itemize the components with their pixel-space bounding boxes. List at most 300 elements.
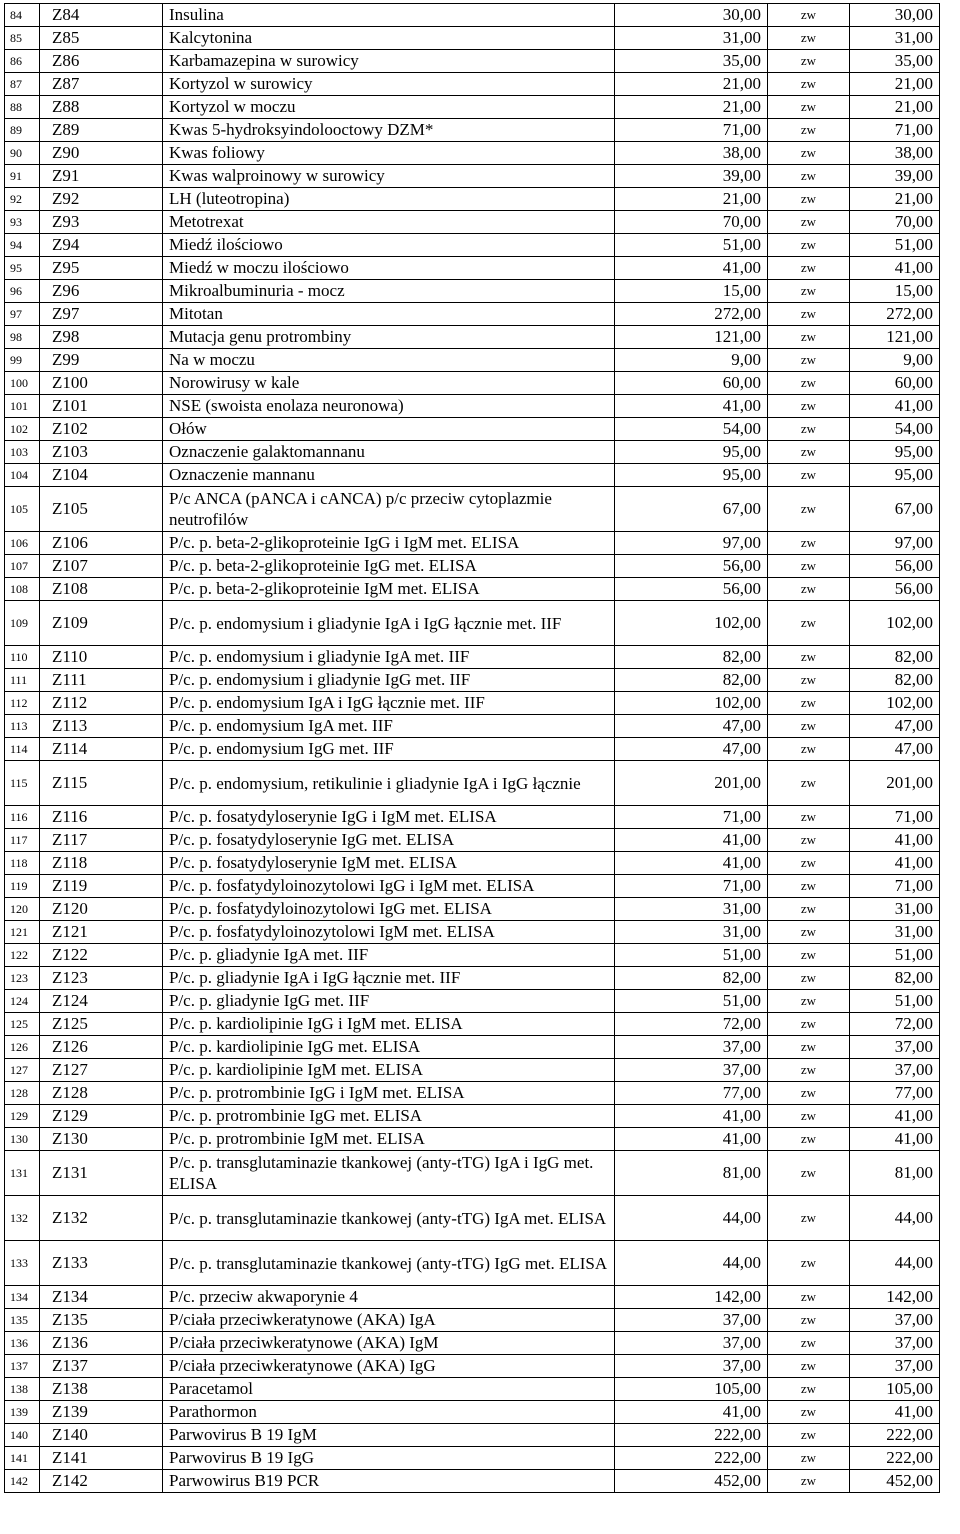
net-price: 44,00 <box>615 1196 768 1241</box>
vat-rate: zw <box>768 188 850 211</box>
test-name: P/c. p. protrombinie IgM met. ELISA <box>163 1128 615 1151</box>
test-name: P/c. p. transglutaminazie tkankowej (anty-tTG) IgA met. ELISA <box>163 1196 615 1241</box>
vat-rate: zw <box>768 1286 850 1309</box>
test-name: Kortyzol w moczu <box>163 96 615 119</box>
gross-price: 71,00 <box>850 119 940 142</box>
test-code: Z141 <box>40 1447 163 1470</box>
vat-rate: zw <box>768 1470 850 1493</box>
test-name: P/c. p. fosfatydyloinozytolowi IgM met. ELISA <box>163 921 615 944</box>
gross-price: 37,00 <box>850 1036 940 1059</box>
row-number: 109 <box>5 601 40 646</box>
test-name: Kwas 5-hydroksyindolooctowy DZM* <box>163 119 615 142</box>
test-name: Ołów <box>163 418 615 441</box>
net-price: 71,00 <box>615 806 768 829</box>
gross-price: 41,00 <box>850 852 940 875</box>
vat-rate: zw <box>768 898 850 921</box>
test-code: Z96 <box>40 280 163 303</box>
net-price: 71,00 <box>615 119 768 142</box>
row-number: 128 <box>5 1082 40 1105</box>
row-number: 93 <box>5 211 40 234</box>
gross-price: 37,00 <box>850 1355 940 1378</box>
test-code: Z88 <box>40 96 163 119</box>
test-name: P/c. p. kardiolipinie IgG met. ELISA <box>163 1036 615 1059</box>
row-number: 121 <box>5 921 40 944</box>
test-code: Z99 <box>40 349 163 372</box>
test-name: Paracetamol <box>163 1378 615 1401</box>
test-code: Z125 <box>40 1013 163 1036</box>
table-row <box>5 990 940 1013</box>
row-number: 117 <box>5 829 40 852</box>
vat-rate: zw <box>768 395 850 418</box>
table-row <box>5 257 940 280</box>
table-row <box>5 829 940 852</box>
table-row <box>5 119 940 142</box>
vat-rate: zw <box>768 165 850 188</box>
table-row <box>5 326 940 349</box>
test-code: Z87 <box>40 73 163 96</box>
table-row <box>5 738 940 761</box>
test-code: Z106 <box>40 532 163 555</box>
row-number: 129 <box>5 1105 40 1128</box>
table-row <box>5 532 940 555</box>
test-name: Miedź w moczu ilościowo <box>163 257 615 280</box>
vat-rate: zw <box>768 875 850 898</box>
test-name: P/ciała przeciwkeratynowe (AKA) IgG <box>163 1355 615 1378</box>
test-code: Z104 <box>40 464 163 487</box>
net-price: 38,00 <box>615 142 768 165</box>
test-code: Z139 <box>40 1401 163 1424</box>
vat-rate: zw <box>768 280 850 303</box>
test-code: Z120 <box>40 898 163 921</box>
test-code: Z118 <box>40 852 163 875</box>
test-code: Z128 <box>40 1082 163 1105</box>
net-price: 54,00 <box>615 418 768 441</box>
net-price: 105,00 <box>615 1378 768 1401</box>
gross-price: 15,00 <box>850 280 940 303</box>
row-number: 102 <box>5 418 40 441</box>
gross-price: 47,00 <box>850 715 940 738</box>
test-name: P/c. p. endomysium, retikulinie i gliadynie IgA i IgG łącznie <box>163 761 615 806</box>
vat-rate: zw <box>768 303 850 326</box>
gross-price: 31,00 <box>850 898 940 921</box>
net-price: 81,00 <box>615 1151 768 1196</box>
vat-rate: zw <box>768 119 850 142</box>
test-name: P/c. p. beta-2-glikoproteinie IgG met. ELISA <box>163 555 615 578</box>
test-name: P/c. p. endomysium IgG met. IIF <box>163 738 615 761</box>
vat-rate: zw <box>768 487 850 532</box>
vat-rate: zw <box>768 234 850 257</box>
gross-price: 121,00 <box>850 326 940 349</box>
gross-price: 38,00 <box>850 142 940 165</box>
row-number: 108 <box>5 578 40 601</box>
table-row <box>5 1286 940 1309</box>
net-price: 41,00 <box>615 1128 768 1151</box>
test-code: Z124 <box>40 990 163 1013</box>
vat-rate: zw <box>768 326 850 349</box>
table-row <box>5 1241 940 1286</box>
row-number: 95 <box>5 257 40 280</box>
test-code: Z131 <box>40 1151 163 1196</box>
net-price: 142,00 <box>615 1286 768 1309</box>
row-number: 99 <box>5 349 40 372</box>
test-code: Z123 <box>40 967 163 990</box>
vat-rate: zw <box>768 852 850 875</box>
net-price: 222,00 <box>615 1447 768 1470</box>
test-name: P/ciała przeciwkeratynowe (AKA) IgA <box>163 1309 615 1332</box>
vat-rate: zw <box>768 1036 850 1059</box>
gross-price: 95,00 <box>850 441 940 464</box>
net-price: 41,00 <box>615 852 768 875</box>
row-number: 85 <box>5 27 40 50</box>
row-number: 92 <box>5 188 40 211</box>
row-number: 97 <box>5 303 40 326</box>
net-price: 56,00 <box>615 555 768 578</box>
net-price: 30,00 <box>615 4 768 27</box>
vat-rate: zw <box>768 1309 850 1332</box>
gross-price: 35,00 <box>850 50 940 73</box>
test-code: Z121 <box>40 921 163 944</box>
table-row <box>5 601 940 646</box>
table-row <box>5 418 940 441</box>
net-price: 41,00 <box>615 257 768 280</box>
gross-price: 70,00 <box>850 211 940 234</box>
table-row <box>5 303 940 326</box>
test-code: Z122 <box>40 944 163 967</box>
net-price: 95,00 <box>615 441 768 464</box>
test-code: Z117 <box>40 829 163 852</box>
row-number: 115 <box>5 761 40 806</box>
net-price: 41,00 <box>615 395 768 418</box>
test-name: P/c. p. gliadynie IgG met. IIF <box>163 990 615 1013</box>
vat-rate: zw <box>768 806 850 829</box>
gross-price: 51,00 <box>850 990 940 1013</box>
net-price: 37,00 <box>615 1059 768 1082</box>
test-name: LH (luteotropina) <box>163 188 615 211</box>
gross-price: 41,00 <box>850 1401 940 1424</box>
gross-price: 37,00 <box>850 1059 940 1082</box>
table-row <box>5 142 940 165</box>
test-name: Parwowirus B19 PCR <box>163 1470 615 1493</box>
table-row <box>5 50 940 73</box>
test-name: Mitotan <box>163 303 615 326</box>
vat-rate: zw <box>768 967 850 990</box>
table-row <box>5 761 940 806</box>
gross-price: 105,00 <box>850 1378 940 1401</box>
test-code: Z105 <box>40 487 163 532</box>
test-code: Z97 <box>40 303 163 326</box>
gross-price: 51,00 <box>850 944 940 967</box>
gross-price: 31,00 <box>850 921 940 944</box>
test-name: Karbamazepina w surowicy <box>163 50 615 73</box>
vat-rate: zw <box>768 921 850 944</box>
table-row <box>5 1447 940 1470</box>
table-row <box>5 234 940 257</box>
gross-price: 54,00 <box>850 418 940 441</box>
net-price: 121,00 <box>615 326 768 349</box>
table-row <box>5 73 940 96</box>
gross-price: 9,00 <box>850 349 940 372</box>
test-code: Z133 <box>40 1241 163 1286</box>
net-price: 67,00 <box>615 487 768 532</box>
table-row <box>5 1082 940 1105</box>
table-row <box>5 464 940 487</box>
table-row <box>5 646 940 669</box>
row-number: 112 <box>5 692 40 715</box>
gross-price: 67,00 <box>850 487 940 532</box>
gross-price: 44,00 <box>850 1196 940 1241</box>
gross-price: 102,00 <box>850 692 940 715</box>
row-number: 116 <box>5 806 40 829</box>
table-row <box>5 1401 940 1424</box>
table-row <box>5 27 940 50</box>
row-number: 124 <box>5 990 40 1013</box>
test-code: Z112 <box>40 692 163 715</box>
table-row <box>5 578 940 601</box>
gross-price: 95,00 <box>850 464 940 487</box>
vat-rate: zw <box>768 441 850 464</box>
table-row <box>5 1036 940 1059</box>
gross-price: 77,00 <box>850 1082 940 1105</box>
vat-rate: zw <box>768 257 850 280</box>
vat-rate: zw <box>768 944 850 967</box>
table-row <box>5 1013 940 1036</box>
net-price: 201,00 <box>615 761 768 806</box>
vat-rate: zw <box>768 418 850 441</box>
net-price: 102,00 <box>615 692 768 715</box>
table-row <box>5 1470 940 1493</box>
test-name: Kwas foliowy <box>163 142 615 165</box>
net-price: 41,00 <box>615 829 768 852</box>
row-number: 86 <box>5 50 40 73</box>
test-code: Z132 <box>40 1196 163 1241</box>
vat-rate: zw <box>768 1128 850 1151</box>
vat-rate: zw <box>768 555 850 578</box>
vat-rate: zw <box>768 1241 850 1286</box>
test-name: Oznaczenie galaktomannanu <box>163 441 615 464</box>
gross-price: 81,00 <box>850 1151 940 1196</box>
gross-price: 452,00 <box>850 1470 940 1493</box>
gross-price: 82,00 <box>850 669 940 692</box>
table-row <box>5 921 940 944</box>
test-code: Z93 <box>40 211 163 234</box>
test-code: Z114 <box>40 738 163 761</box>
table-row <box>5 555 940 578</box>
net-price: 31,00 <box>615 898 768 921</box>
net-price: 37,00 <box>615 1309 768 1332</box>
net-price: 51,00 <box>615 234 768 257</box>
net-price: 44,00 <box>615 1241 768 1286</box>
table-row <box>5 441 940 464</box>
net-price: 31,00 <box>615 921 768 944</box>
net-price: 72,00 <box>615 1013 768 1036</box>
vat-rate: zw <box>768 1447 850 1470</box>
test-code: Z103 <box>40 441 163 464</box>
table-row <box>5 96 940 119</box>
row-number: 87 <box>5 73 40 96</box>
table-row <box>5 1196 940 1241</box>
row-number: 96 <box>5 280 40 303</box>
table-row <box>5 165 940 188</box>
vat-rate: zw <box>768 96 850 119</box>
row-number: 98 <box>5 326 40 349</box>
test-name: P/c. p. beta-2-glikoproteinie IgM met. ELISA <box>163 578 615 601</box>
row-number: 126 <box>5 1036 40 1059</box>
test-code: Z127 <box>40 1059 163 1082</box>
test-name: Kalcytonina <box>163 27 615 50</box>
test-code: Z89 <box>40 119 163 142</box>
test-code: Z101 <box>40 395 163 418</box>
row-number: 142 <box>5 1470 40 1493</box>
row-number: 114 <box>5 738 40 761</box>
test-code: Z102 <box>40 418 163 441</box>
table-row <box>5 1128 940 1151</box>
vat-rate: zw <box>768 1013 850 1036</box>
test-name: P/c. p. endomysium i gliadynie IgA met. IIF <box>163 646 615 669</box>
net-price: 82,00 <box>615 646 768 669</box>
net-price: 82,00 <box>615 669 768 692</box>
test-name: P/c. p. endomysium IgA met. IIF <box>163 715 615 738</box>
test-name: P/c. p. transglutaminazie tkankowej (anty-tTG) IgG met. ELISA <box>163 1241 615 1286</box>
vat-rate: zw <box>768 4 850 27</box>
vat-rate: zw <box>768 532 850 555</box>
vat-rate: zw <box>768 715 850 738</box>
test-name: P/ciała przeciwkeratynowe (AKA) IgM <box>163 1332 615 1355</box>
test-name: Insulina <box>163 4 615 27</box>
net-price: 95,00 <box>615 464 768 487</box>
table-row <box>5 1332 940 1355</box>
net-price: 39,00 <box>615 165 768 188</box>
test-name: Parwovirus B 19 IgM <box>163 1424 615 1447</box>
test-name: P/c. p. protrombinie IgG i IgM met. ELISA <box>163 1082 615 1105</box>
gross-price: 44,00 <box>850 1241 940 1286</box>
row-number: 106 <box>5 532 40 555</box>
net-price: 77,00 <box>615 1082 768 1105</box>
test-code: Z129 <box>40 1105 163 1128</box>
table-row <box>5 1309 940 1332</box>
test-name: P/c. p. endomysium i gliadynie IgG met. IIF <box>163 669 615 692</box>
test-code: Z92 <box>40 188 163 211</box>
row-number: 125 <box>5 1013 40 1036</box>
net-price: 102,00 <box>615 601 768 646</box>
row-number: 88 <box>5 96 40 119</box>
test-code: Z90 <box>40 142 163 165</box>
vat-rate: zw <box>768 738 850 761</box>
row-number: 91 <box>5 165 40 188</box>
row-number: 140 <box>5 1424 40 1447</box>
net-price: 51,00 <box>615 944 768 967</box>
vat-rate: zw <box>768 1332 850 1355</box>
table-row <box>5 188 940 211</box>
table-row <box>5 372 940 395</box>
gross-price: 21,00 <box>850 73 940 96</box>
row-number: 135 <box>5 1309 40 1332</box>
row-number: 122 <box>5 944 40 967</box>
test-code: Z86 <box>40 50 163 73</box>
table-row <box>5 211 940 234</box>
net-price: 37,00 <box>615 1332 768 1355</box>
gross-price: 72,00 <box>850 1013 940 1036</box>
net-price: 47,00 <box>615 715 768 738</box>
row-number: 123 <box>5 967 40 990</box>
gross-price: 41,00 <box>850 257 940 280</box>
test-name: P/c. p. endomysium IgA i IgG łącznie met. IIF <box>163 692 615 715</box>
test-code: Z119 <box>40 875 163 898</box>
vat-rate: zw <box>768 990 850 1013</box>
test-code: Z84 <box>40 4 163 27</box>
row-number: 89 <box>5 119 40 142</box>
row-number: 103 <box>5 441 40 464</box>
vat-rate: zw <box>768 1424 850 1447</box>
test-name: Parwovirus B 19 IgG <box>163 1447 615 1470</box>
row-number: 127 <box>5 1059 40 1082</box>
net-price: 37,00 <box>615 1355 768 1378</box>
net-price: 15,00 <box>615 280 768 303</box>
row-number: 84 <box>5 4 40 27</box>
table-row <box>5 967 940 990</box>
vat-rate: zw <box>768 73 850 96</box>
net-price: 222,00 <box>615 1424 768 1447</box>
row-number: 105 <box>5 487 40 532</box>
gross-price: 39,00 <box>850 165 940 188</box>
net-price: 9,00 <box>615 349 768 372</box>
gross-price: 71,00 <box>850 806 940 829</box>
gross-price: 41,00 <box>850 829 940 852</box>
test-name: P/c. przeciw akwaporynie 4 <box>163 1286 615 1309</box>
vat-rate: zw <box>768 27 850 50</box>
gross-price: 41,00 <box>850 1105 940 1128</box>
table-row <box>5 692 940 715</box>
vat-rate: zw <box>768 1105 850 1128</box>
vat-rate: zw <box>768 1196 850 1241</box>
gross-price: 37,00 <box>850 1309 940 1332</box>
table-row <box>5 875 940 898</box>
test-code: Z91 <box>40 165 163 188</box>
row-number: 113 <box>5 715 40 738</box>
test-name: P/c. p. transglutaminazie tkankowej (anty-tTG) IgA i IgG met. ELISA <box>163 1151 615 1196</box>
table-row <box>5 715 940 738</box>
row-number: 141 <box>5 1447 40 1470</box>
vat-rate: zw <box>768 1151 850 1196</box>
test-code: Z140 <box>40 1424 163 1447</box>
test-name: Norowirusy w kale <box>163 372 615 395</box>
net-price: 21,00 <box>615 73 768 96</box>
test-name: P/c. p. protrombinie IgG met. ELISA <box>163 1105 615 1128</box>
vat-rate: zw <box>768 1401 850 1424</box>
row-number: 134 <box>5 1286 40 1309</box>
table-row <box>5 4 940 27</box>
test-name: Miedź ilościowo <box>163 234 615 257</box>
table-row <box>5 1424 940 1447</box>
table-row <box>5 1378 940 1401</box>
test-name: Na w moczu <box>163 349 615 372</box>
test-code: Z138 <box>40 1378 163 1401</box>
table-row <box>5 1151 940 1196</box>
gross-price: 222,00 <box>850 1447 940 1470</box>
price-table <box>4 3 940 1493</box>
gross-price: 51,00 <box>850 234 940 257</box>
test-code: Z134 <box>40 1286 163 1309</box>
test-name: P/c. p. gliadynie IgA met. IIF <box>163 944 615 967</box>
row-number: 90 <box>5 142 40 165</box>
row-number: 94 <box>5 234 40 257</box>
vat-rate: zw <box>768 349 850 372</box>
row-number: 133 <box>5 1241 40 1286</box>
table-row <box>5 944 940 967</box>
net-price: 60,00 <box>615 372 768 395</box>
test-code: Z109 <box>40 601 163 646</box>
gross-price: 82,00 <box>850 646 940 669</box>
net-price: 21,00 <box>615 188 768 211</box>
